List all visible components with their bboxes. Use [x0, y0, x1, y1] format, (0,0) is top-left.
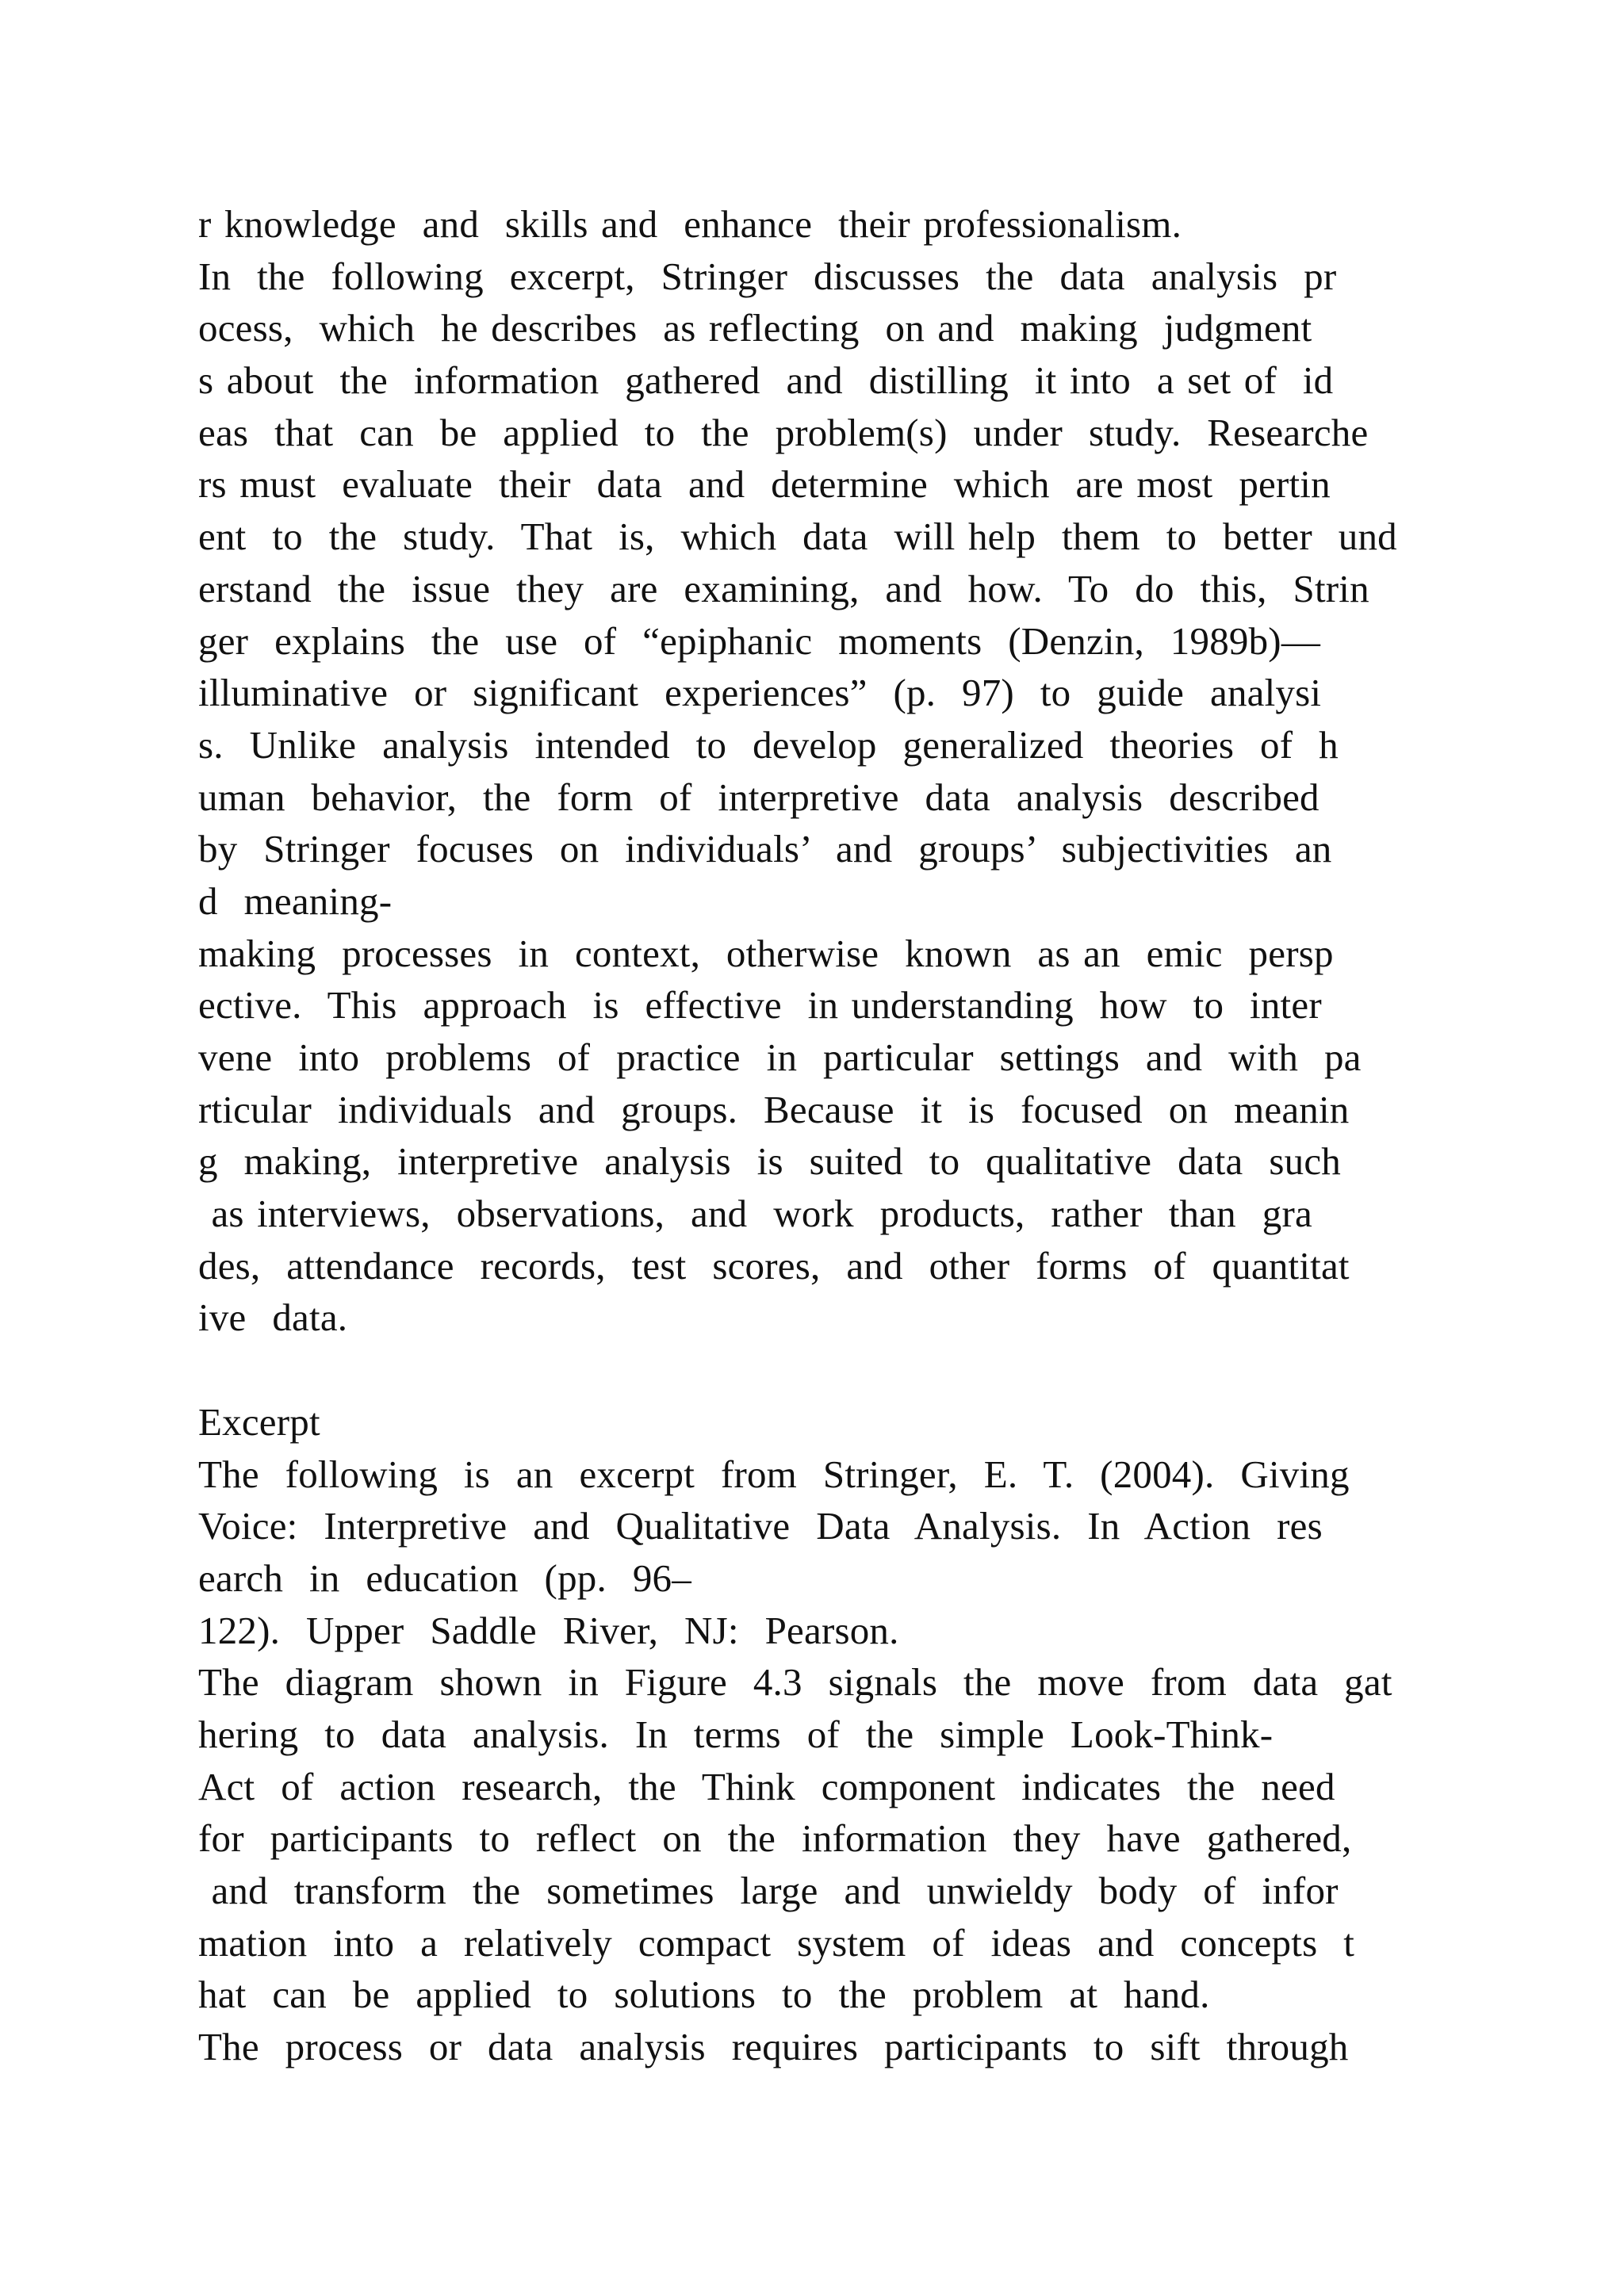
- text-line: ent to the study. That is, which data will help them to better und: [198, 515, 1397, 559]
- text-line: for participants to reflect on the information they have gathered,: [198, 1816, 1352, 1861]
- text-line: ective. This approach is effective in understanding how to inter: [198, 983, 1322, 1027]
- text-line: des, attendance records, test scores, and other forms of quantitat: [198, 1243, 1350, 1288]
- excerpt-heading: Excerpt: [198, 1399, 320, 1444]
- text-line: erstand the issue they are examining, and how. To do this, Strin: [198, 566, 1369, 610]
- blank-line: [198, 1344, 1451, 1396]
- text-line: and transform the sometimes large and unwieldy body of infor: [198, 1869, 1339, 1912]
- text-line: by Stringer focuses on individuals’ and groups’ subjectivities an: [198, 827, 1332, 871]
- text-line: The process or data analysis requires participants to sift through: [198, 2025, 1349, 2069]
- text-line: Act of action research, the Think component indicates the need: [198, 1764, 1335, 1808]
- text-line: as interviews, observations, and work products, rather than gra: [198, 1192, 1312, 1236]
- text-line: ive data.: [198, 1295, 348, 1340]
- text-line: mation into a relatively compact system of ideas and concepts t: [198, 1920, 1355, 1965]
- text-line: eas that can be applied to the problem(s) under study. Researche: [198, 410, 1369, 454]
- text-line: making processes in context, otherwise known as an emic persp: [198, 931, 1334, 975]
- text-line: r knowledge and skills and enhance their professionalism.: [198, 202, 1182, 246]
- text-line: ocess, which he describes as reflecting on and making judgment: [198, 306, 1312, 350]
- text-line: rs must evaluate their data and determine which are most pertin: [198, 462, 1331, 507]
- text-line: In the following excerpt, Stringer discusses the data analysis pr: [198, 254, 1337, 298]
- text-line: earch in education (pp. 96–: [198, 1556, 691, 1600]
- text-line: hat can be applied to solutions to the problem at hand.: [198, 1973, 1210, 2017]
- text-line: illuminative or significant experiences” (p. 97) to guide analysi: [198, 671, 1322, 715]
- text-line: vene into problems of practice in particular settings and with pa: [198, 1035, 1362, 1079]
- text-line: Voice: Interpretive and Qualitative Data Analysis. In Action res: [198, 1504, 1323, 1548]
- text-line: g making, interpretive analysis is suited to qualitative data such: [198, 1139, 1342, 1184]
- text-line: hering to data analysis. In terms of the simple Look-Think-: [198, 1712, 1274, 1756]
- text-line: d meaning-: [198, 878, 393, 923]
- text-line: The diagram shown in Figure 4.3 signals the move from data gat: [198, 1660, 1392, 1705]
- text-line: rticular individuals and groups. Because it is focused on meanin: [198, 1087, 1350, 1131]
- document-body: [198, 198, 1451, 2073]
- text-line: s about the information gathered and distilling it into a set of id: [198, 358, 1334, 403]
- text-line: uman behavior, the form of interpretive data analysis described: [198, 775, 1320, 819]
- text-line: The following is an excerpt from Stringer, E. T. (2004). Giving: [198, 1452, 1350, 1496]
- text-line: 122). Upper Saddle River, NJ: Pearson.: [198, 1608, 899, 1652]
- text-line: s. Unlike analysis intended to develop generalized theories of h: [198, 722, 1339, 767]
- text-line: ger explains the use of “epiphanic moments (Denzin, 1989b)—: [198, 618, 1321, 663]
